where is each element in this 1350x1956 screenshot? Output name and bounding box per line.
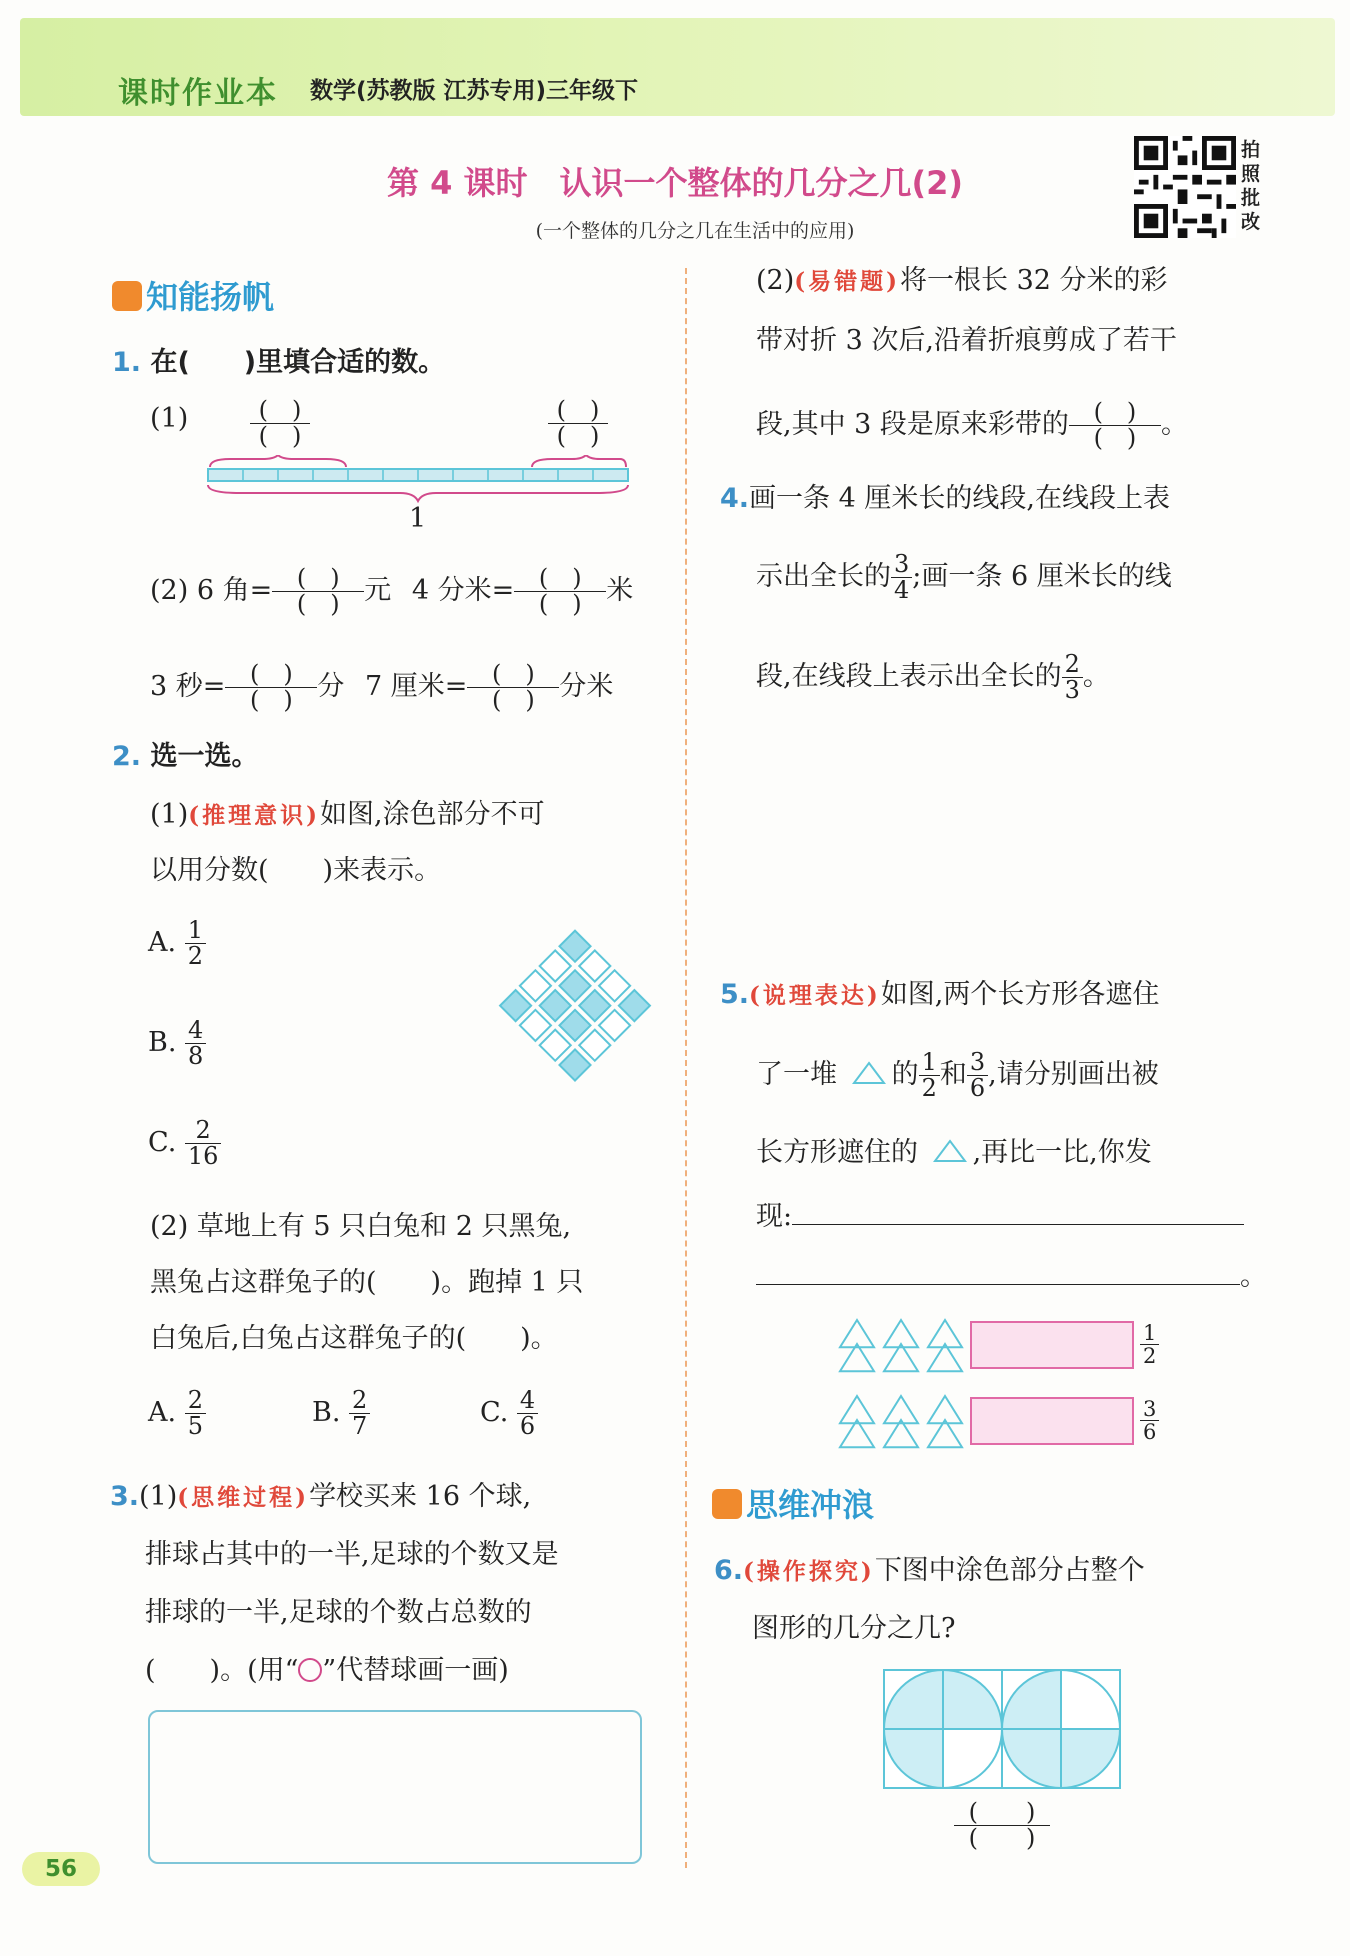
diamond-cell: [520, 970, 551, 1001]
q1-blank-d[interactable]: $\frac{( )}{( )}$: [467, 662, 559, 713]
q1-part2-row1: (2) 6 角= $\frac{( )}{( )}$元 4 分米= $\frac{( )}{( )}$米: [150, 564, 634, 619]
diamond-cell: [540, 990, 571, 1021]
q3-part2-line3: 段,其中 3 段是原来彩带的 $\frac{( )}{( )}$。: [756, 398, 1188, 453]
section-wave-icon: [712, 1489, 742, 1519]
diamond-cell: [520, 1010, 551, 1041]
section-head-1: [112, 272, 274, 318]
q2-diamond-figure: [490, 920, 660, 1090]
q5-line3: 长方形遮住的 ,再比一比,你发: [756, 1137, 1152, 1168]
q2-part2-option-c[interactable]: C. $\frac{4}{6}$: [480, 1388, 538, 1439]
q6-line1: 6.(操作探究)下图中涂色部分占整个: [714, 1555, 1145, 1586]
q3-part2-line2: 带对折 3 次后,沿着折痕剪成了若干: [756, 325, 1177, 356]
brand-title: 课时作业本: [118, 76, 278, 111]
q3-part2-line1: (2)(易错题)将一根长 32 分米的彩: [756, 265, 1168, 296]
q2-title: [112, 738, 258, 776]
q1-number: 1.: [112, 347, 142, 378]
qr-code-icon[interactable]: [1134, 136, 1236, 238]
q5-line5: 。: [756, 1254, 1267, 1296]
book-title: 数学(苏教版 江苏专用)三年级下: [310, 78, 639, 104]
diamond-cell: [540, 950, 571, 981]
section-title-2: 思维冲浪: [746, 1486, 875, 1524]
diamond-cell: [559, 970, 590, 1001]
q1-part1-label: (1): [150, 403, 189, 434]
q5-line4: 现:: [756, 1194, 1244, 1236]
diamond-cell: [559, 1049, 590, 1080]
q1-blank-b[interactable]: $\frac{( )}{( )}$: [514, 566, 606, 617]
diamond-cell: [579, 1030, 610, 1061]
q5-line2: 了一堆 的 $\frac{1}{2}$ 和 $\frac{3}{6}$ ,请分别画出被: [756, 1048, 1159, 1103]
q1-blank-a[interactable]: $\frac{( )}{( )}$: [272, 566, 364, 617]
q3-line3: 排球的一半,足球的个数占总数的: [145, 1597, 532, 1628]
q2-option-b[interactable]: B. $\frac{4}{8}$: [148, 1018, 206, 1069]
diamond-cell: [579, 950, 610, 981]
q2-option-c[interactable]: C. $\frac{2}{16}$: [148, 1118, 221, 1169]
q6-line2: 图形的几分之几?: [752, 1613, 956, 1644]
q3-blank[interactable]: $\frac{( )}{( )}$: [1069, 400, 1161, 451]
q2-text: 选一选。: [150, 741, 259, 772]
q5-label-three-sixths: $\frac{3}{6}$: [1140, 1398, 1159, 1443]
q2-option-a[interactable]: A. $\frac{1}{2}$: [148, 918, 206, 969]
diamond-cell: [540, 1030, 571, 1061]
diamond-cell: [579, 990, 610, 1021]
qr-label: 拍照批改: [1241, 139, 1261, 233]
section-title-1: 知能扬帆: [146, 278, 275, 316]
diamond-cell: [559, 1010, 590, 1041]
q2-tag: (推理意识): [188, 802, 321, 829]
q6-circles-figure: [882, 1668, 1122, 1792]
circle-icon: [298, 1658, 322, 1682]
q3-line4: ( )。(用“ ”代替球画一画): [145, 1655, 509, 1686]
lesson-title: 第 4 课时 认识一个整体的几分之几(2): [386, 164, 964, 202]
q5-triangle-rectangles: [836, 1318, 1176, 1468]
q2-part1-line1: (1)(推理意识)如图,涂色部分不可: [150, 799, 545, 830]
diamond-cell: [559, 931, 590, 962]
triangle-icon: [933, 1139, 967, 1163]
diamond-cell: [619, 990, 650, 1021]
q2-part2-option-a[interactable]: A. $\frac{2}{5}$: [148, 1388, 206, 1439]
lesson-subtitle: (一个整体的几分之几在生活中的应用): [535, 220, 855, 242]
q2-part2-line3: 白兔后,白兔占这群兔子的( )。: [150, 1323, 558, 1354]
column-divider: [685, 268, 687, 1868]
q1-ruler-blank-left[interactable]: $\frac{( )}{( )}$: [250, 398, 310, 449]
q2-part2-line1: (2) 草地上有 5 只白兔和 2 只黑兔,: [150, 1211, 572, 1242]
q5-answer-line2[interactable]: [756, 1254, 1240, 1285]
q4-line3: 段,在线段上表示出全长的 $\frac{2}{3}$ 。: [756, 650, 1110, 705]
diamond-cell: [500, 990, 531, 1021]
q1-part2-row2: 3 秒= $\frac{( )}{( )}$分 7 厘米= $\frac{( )}{( )}$分米: [150, 660, 614, 715]
q5-line1: 5.(说理表达)如图,两个长方形各遮住: [720, 979, 1160, 1010]
q6-answer-blank[interactable]: $\frac{( )}{( )}$: [954, 1800, 1050, 1851]
diamond-cell: [599, 1010, 630, 1041]
q3-answer-box[interactable]: [148, 1710, 642, 1864]
page-number: 56: [22, 1852, 100, 1886]
q3-line2: 排球占其中的一半,足球的个数又是: [145, 1539, 559, 1570]
q1-text: 在( )里填合适的数。: [150, 347, 446, 378]
q5-answer-line1[interactable]: [792, 1194, 1244, 1225]
q1-ruler-label: 1: [409, 503, 427, 534]
q1-title: [112, 344, 445, 382]
q3-line1: 3.(1)(思维过程)学校买来 16 个球,: [110, 1481, 532, 1512]
triangle-icon: [852, 1061, 886, 1085]
q4-line1: 4.画一条 4 厘米长的线段,在线段上表: [720, 483, 1170, 514]
q2-number: 2.: [112, 741, 142, 772]
q2-part2-option-b[interactable]: B. $\frac{2}{7}$: [312, 1388, 370, 1439]
q1-blank-c[interactable]: $\frac{( )}{( )}$: [225, 662, 317, 713]
diamond-cell: [599, 970, 630, 1001]
q2-part2-line2: 黑兔占这群兔子的( )。跑掉 1 只: [150, 1267, 584, 1298]
q4-line2: 示出全长的 $\frac{3}{4}$ ;画一条 6 厘米长的线: [756, 550, 1172, 605]
section-head-2: [712, 1480, 874, 1526]
q2-part1-line2: 以用分数( )来表示。: [150, 855, 442, 886]
q5-label-half: $\frac{1}{2}$: [1140, 1322, 1159, 1367]
section-sail-icon: [112, 281, 142, 311]
q1-ruler-blank-right[interactable]: $\frac{( )}{( )}$: [548, 398, 608, 449]
